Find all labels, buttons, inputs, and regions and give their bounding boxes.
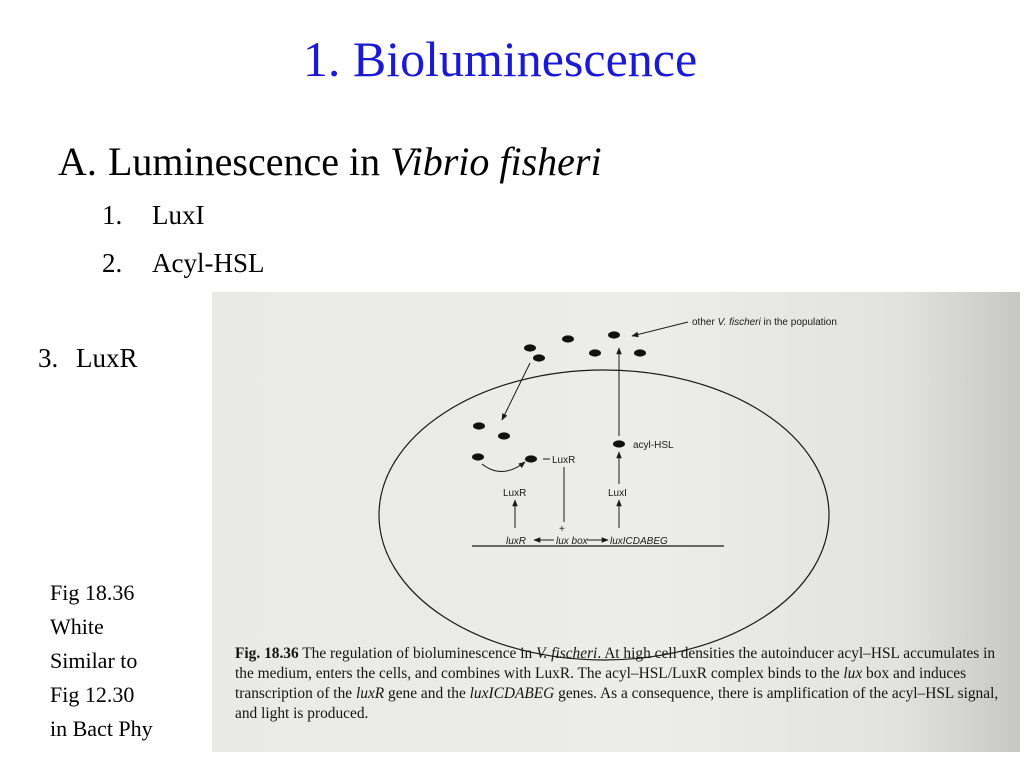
acyl-hsl-molecule bbox=[608, 331, 620, 338]
list-item-luxr bbox=[38, 343, 138, 374]
caption-italic: luxR bbox=[355, 685, 385, 702]
list-item-number: 1. bbox=[102, 200, 123, 230]
caption-italic: luxICDABEG bbox=[469, 685, 555, 702]
caption-italic: lux bbox=[843, 665, 863, 682]
acyl-hsl-molecule bbox=[524, 344, 536, 351]
luxr-protein-label: LuxR bbox=[503, 488, 527, 499]
lux-box-label: lux box bbox=[556, 536, 588, 547]
acyl-hsl-luxr-complex bbox=[525, 455, 537, 462]
list-item-label: Acyl-HSL bbox=[152, 248, 265, 278]
acyl-hsl-label: acyl-HSL bbox=[633, 440, 674, 451]
section-heading bbox=[58, 138, 602, 185]
caption-text: . At high cell densities the autoinducer acyl–HSL accumulates in the medium, enters the cells, and combines with LuxR. The acyl–HSL/LuxR complex binds to the bbox=[235, 645, 996, 682]
figure-reference-line: in Bact Phy bbox=[50, 716, 153, 741]
list-item-number: 2. bbox=[102, 248, 123, 278]
luxr-complex-label: LuxR bbox=[552, 455, 576, 466]
binding-arrow bbox=[482, 462, 525, 472]
figure-reference-line: Fig 18.36 bbox=[50, 580, 135, 605]
figure-reference-line: Similar to bbox=[50, 648, 138, 673]
activation-plus: + bbox=[559, 524, 565, 535]
acyl-hsl-molecule bbox=[634, 349, 646, 356]
acyl-hsl-molecule bbox=[472, 453, 484, 460]
slide-title: 1. Bioluminescence bbox=[302, 31, 698, 87]
figure-caption-label: Fig. 18.36 bbox=[235, 645, 299, 662]
cell-outline bbox=[379, 370, 829, 660]
caption-text: The regulation of bioluminescence in bbox=[298, 645, 537, 662]
list-item-label: LuxI bbox=[152, 200, 205, 230]
caption-text: box and induces transcription of the bbox=[235, 665, 967, 702]
acyl-hsl-molecule bbox=[533, 354, 545, 361]
figure-reference-note bbox=[50, 576, 153, 746]
figure-caption bbox=[235, 644, 1005, 724]
figure-reference-line: White bbox=[50, 614, 104, 639]
acyl-hsl-molecule bbox=[613, 440, 625, 447]
section-heading-species: Vibrio fisheri bbox=[390, 139, 602, 184]
caption-text: gene and the bbox=[384, 685, 470, 702]
section-number: A. bbox=[58, 139, 97, 184]
figure-scan bbox=[212, 292, 1020, 752]
acyl-hsl-molecule bbox=[498, 432, 510, 439]
list-item-label: LuxR bbox=[76, 343, 138, 373]
diffusion-arrow bbox=[502, 363, 530, 420]
acyl-hsl-molecule bbox=[562, 335, 574, 342]
list-item-acyl-hsl bbox=[102, 248, 264, 279]
gene-luxr-label: luxR bbox=[506, 536, 527, 547]
luxi-protein-label: LuxI bbox=[608, 488, 627, 499]
caption-italic: V. fischeri bbox=[536, 645, 598, 662]
gene-operon-label: luxICDABEG bbox=[610, 536, 668, 547]
list-item-number: 3. bbox=[38, 343, 59, 373]
figure-reference-line: Fig 12.30 bbox=[50, 682, 135, 707]
caption-text: genes. As a consequence, there is amplification of the acyl–HSL signal, and light is produced. bbox=[235, 685, 999, 722]
section-heading-text: Luminescence in bbox=[108, 139, 391, 184]
population-label: other V. fischeri in the population bbox=[692, 317, 837, 328]
list-item-luxi bbox=[102, 200, 204, 231]
acyl-hsl-molecule bbox=[473, 422, 485, 429]
acyl-hsl-molecule bbox=[589, 349, 601, 356]
pointer-arrow bbox=[632, 322, 688, 336]
